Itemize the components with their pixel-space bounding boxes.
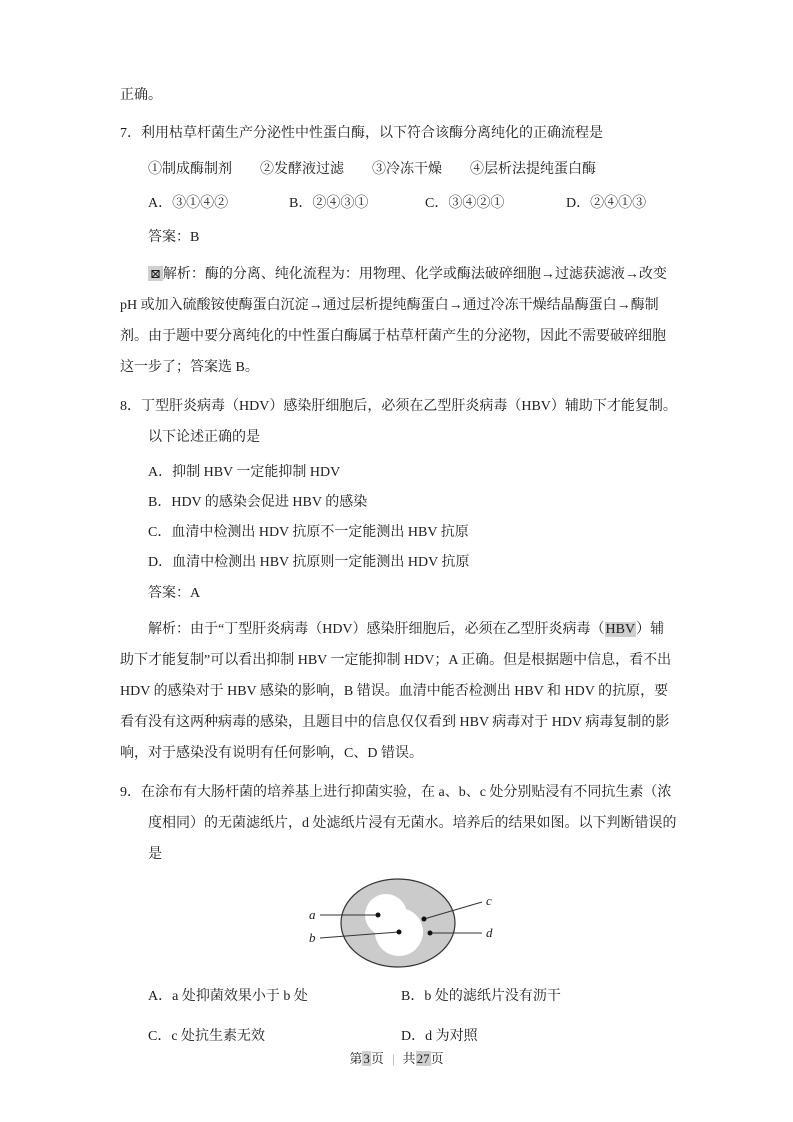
- q9-options-row-1: [120, 981, 677, 1012]
- question-9: [120, 777, 677, 1052]
- page-footer: [0, 1048, 793, 1067]
- figure-label-d: d: [486, 925, 493, 940]
- q7-answer: 答案：B: [148, 230, 200, 245]
- figure-label-a: a: [309, 907, 316, 922]
- question-7: [120, 118, 677, 383]
- footer-page-suffix: 页: [370, 1051, 384, 1066]
- q7-stem: 7．利用枯草杆菌生产分泌性中性蛋白酶，以下符合该酶分离纯化的正确流程是: [120, 126, 603, 141]
- q7-option-b: B．②④③①: [289, 196, 369, 211]
- q8-analysis-text-2: ）辅助下才能复制”可以看出抑制 HBV 一定能抑制 HDV；A 正确。但是根据题中信息，看不出 HDV 的感染对于 HBV 感染的影响，B 错误。血清中能否检测出 HBV 和 HDV 的抗原，要看有没有这两种病毒的感染，且题目中的信息仅仅看到 HBV 病毒对于 HDV 病毒复制的影响，对于感染没有说明有任何影响，C、D 错误。: [120, 622, 672, 761]
- q9-stem: 9．在涂布有大肠杆菌的培养基上进行抑菌实验，在 a、b、c 处分别贴浸有不同抗生素（浓度相同）的无菌滤纸片，d 处滤纸片浸有无菌水。培养后的结果如图。以下判断错误的是: [120, 785, 677, 862]
- q7-option-a: A．③①④②: [148, 196, 229, 211]
- q8-option-c: C．血清中检测出 HDV 抗原不一定能测出 HBV 抗原: [148, 525, 469, 540]
- q9-option-a: A．a 处抑菌效果小于 b 处: [148, 989, 308, 1004]
- footer-total-suffix: 页: [430, 1051, 444, 1066]
- q8-option-a: A．抑制 HBV 一定能抑制 HDV: [148, 465, 341, 480]
- q8-analysis-text-1: 解析：由于“丁型肝炎病毒（HDV）感染肝细胞后，必须在乙型肝炎病毒（: [148, 622, 605, 637]
- figure-label-b: b: [309, 930, 316, 945]
- q9-option-d: D．d 为对照: [401, 1029, 478, 1044]
- q7-option-c: C．③④②①: [425, 196, 505, 211]
- q7-analysis-text: 解析：酶的分离、纯化流程为：用物理、化学或酶法破碎细胞→过滤获滤液→改变pH 或加入硫酸铵使酶蛋白沉淀→通过层析提纯酶蛋白→通过冷冻干燥结晶酶蛋白→酶制剂。由于题中要分离纯化的中性蛋白酶属于枯草杆菌产生的分泌物，因此不需要破碎细胞这一步了；答案选 B。: [120, 267, 667, 375]
- disc-a: [376, 913, 381, 918]
- carryover-text: 正确。: [120, 88, 162, 103]
- q8-answer: 答案：A: [148, 586, 201, 601]
- footer-page-number: 3: [363, 1051, 370, 1066]
- disc-d: [428, 931, 433, 936]
- disc-c: [422, 917, 427, 922]
- footer-page-prefix: 第: [349, 1051, 363, 1066]
- footer-separator: |: [391, 1051, 395, 1066]
- q8-option-b: B．HDV 的感染会促进 HBV 的感染: [148, 495, 368, 510]
- q7-option-d: D．②④①③: [566, 196, 647, 211]
- q9-option-c: C．c 处抗生素无效: [148, 1029, 266, 1044]
- figure-label-c: c: [486, 893, 492, 908]
- footer-total-number: 27: [416, 1051, 430, 1066]
- q8-stem: 8．丁型肝炎病毒（HDV）感染肝细胞后，必须在乙型肝炎病毒（HBV）辅助下才能复制。以下论述正确的是: [120, 399, 677, 445]
- footer-total-prefix: 共: [402, 1051, 416, 1066]
- q8-analysis: [120, 614, 677, 769]
- question-8: [120, 391, 677, 769]
- petri-dish-figure: [306, 875, 498, 971]
- disc-b: [397, 930, 402, 935]
- q7-steps: ①制成酶制剂 ②发酵液过滤 ③冷冻干燥 ④层析法提纯蛋白酶: [148, 162, 596, 177]
- q8-analysis-highlight: HBV: [605, 622, 636, 637]
- q9-option-b: B．b 处的滤纸片没有沥干: [401, 989, 561, 1004]
- q7-analysis: [120, 258, 677, 383]
- petri-dish-svg: [306, 875, 498, 971]
- q7-options: [120, 188, 677, 219]
- q8-option-d: D．血清中检测出 HBV 抗原则一定能测出 HDV 抗原: [148, 555, 470, 570]
- checkbox-field-icon: ⊠: [150, 266, 161, 281]
